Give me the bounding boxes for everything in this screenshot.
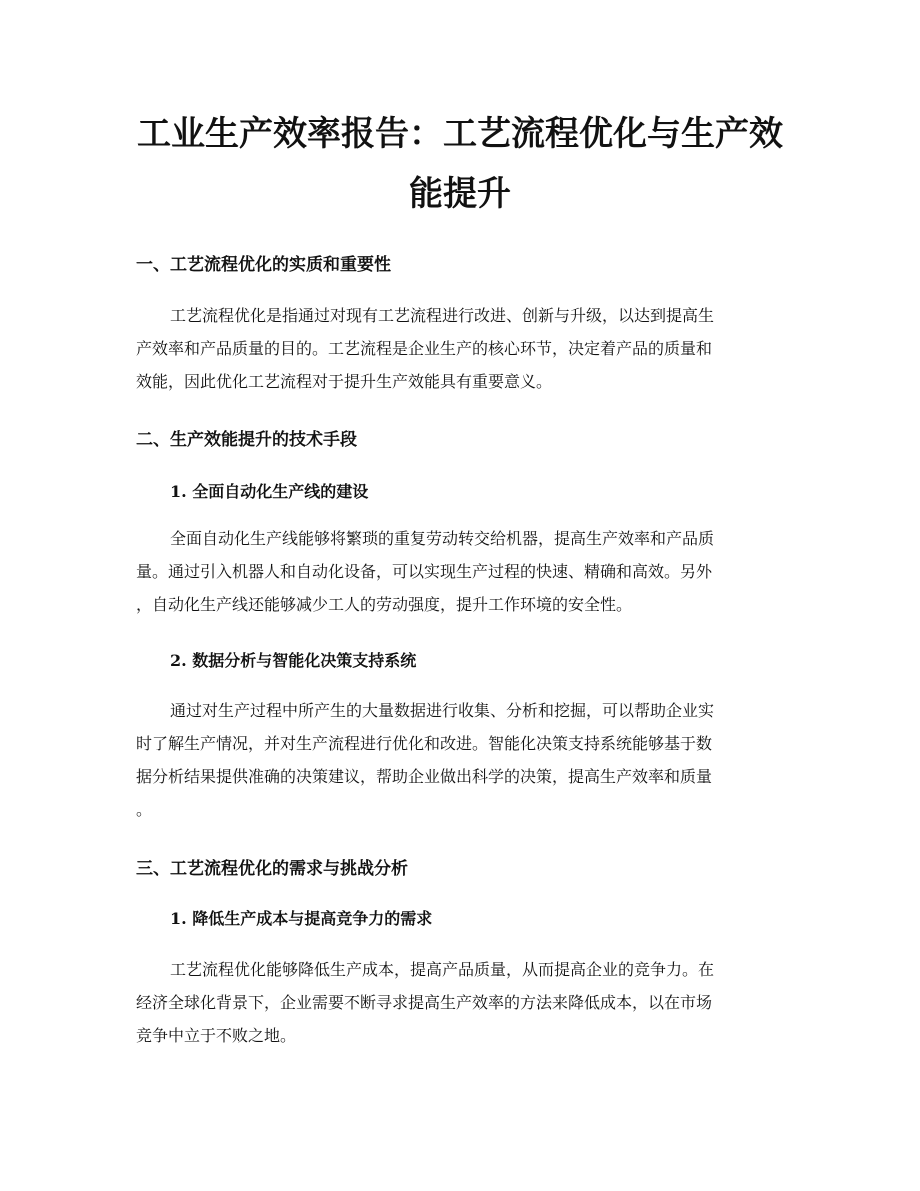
paragraph-line: ，自动化生产线还能够减少工人的劳动强度，提升工作环境的安全性。 — [136, 595, 633, 614]
paragraph-line: 量。通过引入机器人和自动化设备，可以实现生产过程的快速、精确和高效。另外 — [136, 562, 713, 581]
section-heading-3: 三、工艺流程优化的需求与挑战分析 — [136, 859, 408, 879]
paragraph-line: 工艺流程优化能够降低生产成本，提高产品质量，从而提高企业的竞争力。在 — [170, 960, 715, 979]
paragraph-line: 时了解生产情况，并对生产流程进行优化和改进。智能化决策支持系统能够基于数 — [136, 734, 713, 753]
paragraph-line: 。 — [136, 800, 153, 819]
subsection-heading-2-1: 1. 全面自动化生产线的建设 — [170, 482, 369, 501]
page-title — [120, 104, 800, 224]
paragraph-line: 通过对生产过程中所产生的大量数据进行收集、分析和挖掘，可以帮助企业实 — [170, 701, 715, 720]
section-heading-2: 二、生产效能提升的技术手段 — [136, 430, 357, 450]
subsection-2-2-paragraph — [136, 694, 786, 826]
title-line-1: 工业生产效率报告：工艺流程优化与生产效 — [137, 114, 783, 154]
paragraph-line: 工艺流程优化是指通过对现有工艺流程进行改进、创新与升级，以达到提高生 — [170, 306, 715, 325]
paragraph-line: 效能，因此优化工艺流程对于提升生产效能具有重要意义。 — [136, 372, 553, 391]
subsection-3-1-paragraph — [136, 953, 786, 1052]
subsection-heading-3-1: 1. 降低生产成本与提高竞争力的需求 — [170, 909, 433, 928]
title-line-2: 能提升 — [409, 174, 511, 214]
subsection-heading-2-2: 2. 数据分析与智能化决策支持系统 — [170, 651, 417, 670]
paragraph-line: 全面自动化生产线能够将繁琐的重复劳动转交给机器，提高生产效率和产品质 — [170, 529, 715, 548]
paragraph-line: 经济全球化背景下，企业需要不断寻求提高生产效率的方法来降低成本，以在市场 — [136, 993, 713, 1012]
subsection-2-1-paragraph — [136, 522, 786, 621]
paragraph-line: 竞争中立于不败之地。 — [136, 1026, 297, 1045]
paragraph-line: 据分析结果提供准确的决策建议，帮助企业做出科学的决策，提高生产效率和质量 — [136, 767, 713, 786]
section-heading-1: 一、工艺流程优化的实质和重要性 — [136, 255, 391, 275]
paragraph-line: 产效率和产品质量的目的。工艺流程是企业生产的核心环节，决定着产品的质量和 — [136, 339, 713, 358]
section-1-paragraph — [136, 299, 786, 398]
